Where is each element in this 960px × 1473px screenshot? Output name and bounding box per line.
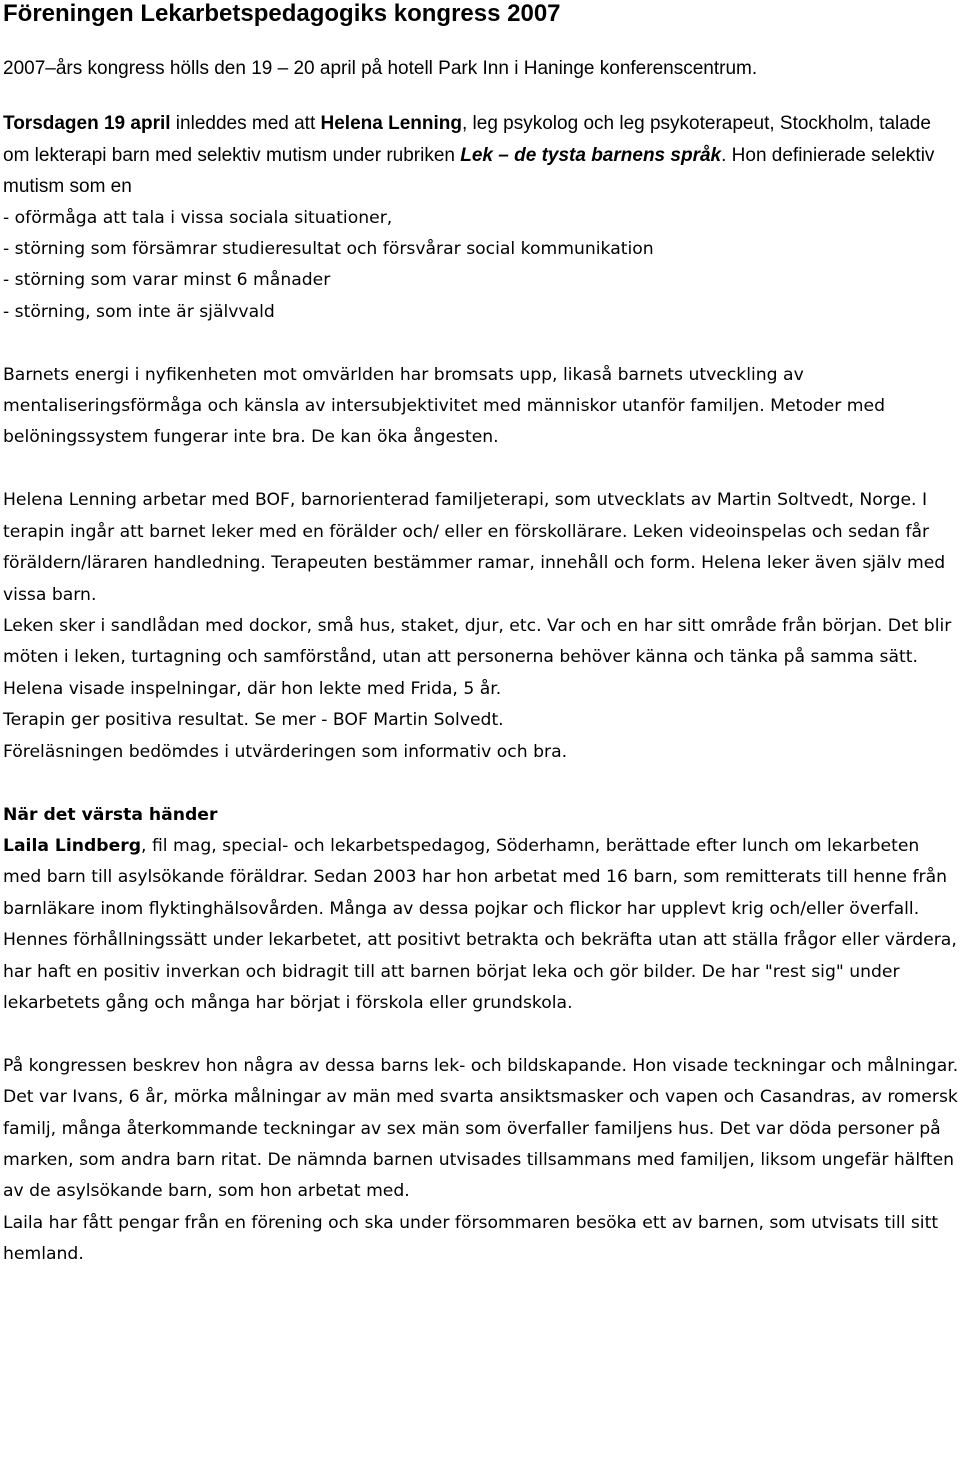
list-item: - störning, som inte är självvald xyxy=(3,301,275,322)
list-item: - störning som varar minst 6 månader xyxy=(3,270,331,291)
kongress-paragraph: På kongressen beskrev hon några av dessa barns lek- och bildskapande. Hon visade teckningar och målningar. Det var Ivans, 6 år, mörka målningar av män med svarta ansiktsmasker och vapen och Casandras, av romersk familj, många återkommande teckningar av sex män som överfaller familjens hus. Det var döda personer på marken, som andra barn ritat. De nämnda barnen utvisades tillsammans med familjen, liksom ungefär hälften av de asylsökande barn, som hon arbetat med. xyxy=(3,1055,959,1202)
speaker-helena: Helena Lenning xyxy=(320,113,462,134)
list-item: - oförmåga att tala i vissa sociala situationer, xyxy=(3,207,393,228)
thursday-text-2: , leg psykolog och leg psykoterapeut, Stockholm, talade om lekterapi barn med selektiv mutism under rubriken xyxy=(3,113,931,166)
spacer xyxy=(3,328,960,360)
spacer xyxy=(3,1019,960,1051)
bof-section xyxy=(3,485,960,768)
energy-paragraph: Barnets energi i nyfikenheten mot omvärlden har bromsats upp, likaså barnets utveckling av mentaliseringsförmåga och känsla av intersubjektivitet med människor utanför familjen. Metoder med belöningssystem fungerar inte bra. De kan öka ångesten. xyxy=(3,364,886,448)
laila-text: , fil mag, special- och lekarbetspedagog, Söderhamn, berättade efter lunch om lekarbeten med barn till asylsökande föräldrar. Sedan 2003 har hon arbetat med 16 barn, som remitterats till henne från barnläkare inom flyktinghälsovården. Många av dessa pojkar och flickor har upplevt krig och/eller överfall. Hennes förhållningssätt under lekarbetet, att positivt betrakta och bekräfta utan att ställa frågor eller värdera, har haft en positiv inverkan och bidragit till att barnen börjat leka och gör bilder. De har "rest sig" under lekarbetets gång och många har börjat i förskola eller grundskola. xyxy=(3,835,957,1013)
intro-paragraph: 2007–års kongress hölls den 19 – 20 april på hotell Park Inn i Haninge konferenscentrum. xyxy=(3,58,758,79)
document-title: Föreningen Lekarbetspedagogiks kongress 2007 xyxy=(3,0,561,27)
list-item: - störning som försämrar studieresultat och försvårar social kommunikation xyxy=(3,238,654,259)
final-paragraph: Laila har fått pengar från en förening och ska under försommaren besöka ett av barnen, som utvisats till sitt hemland. xyxy=(3,1212,939,1265)
thursday-text-3: . Hon definierade selektiv mutism som en xyxy=(3,144,935,197)
talk-topic: Lek – de tysta barnens språk xyxy=(460,144,722,166)
spacer xyxy=(3,454,960,486)
bof-paragraph: Helena Lenning arbetar med BOF, barnorienterad familjeterapi, som utvecklats av Martin Soltvedt, Norge. I terapin ingår att barnet leker med en förälder och/ eller en förskollärare. Leken videoinspelas och sedan får föräldern/läraren handledning. Terapeuten bestämmer ramar, innehåll och form. Helena leker även själv med vissa barn. xyxy=(3,490,946,605)
sandbox-paragraph: Leken sker i sandlådan med dockor, små hus, staket, djur, etc. Var och en har sitt område från början. Det blir möten i leken, turtagning och samförstånd, utan att personerna behöver känna och tänka på samma sätt. Helena visade inspelningar, där hon lekte med Frida, 5 år. xyxy=(3,615,952,699)
kongress-section xyxy=(3,1051,960,1271)
section-heading-text: När det värsta händer xyxy=(3,804,218,825)
mutism-criteria-list xyxy=(3,203,960,329)
section-heading xyxy=(3,800,960,831)
evaluation-paragraph: Föreläsningen bedömdes i utvärderingen som informativ och bra. xyxy=(3,741,568,762)
thursday-paragraph xyxy=(3,108,960,203)
result-paragraph: Terapin ger positiva resultat. Se mer - BOF Martin Solvedt. xyxy=(3,710,504,731)
speaker-laila: Laila Lindberg xyxy=(3,835,142,856)
laila-section xyxy=(3,800,960,1020)
spacer xyxy=(3,768,960,800)
thursday-date: Torsdagen 19 april xyxy=(3,113,171,134)
thursday-text-1: inleddes med att xyxy=(170,113,321,134)
laila-paragraph xyxy=(3,831,960,1019)
